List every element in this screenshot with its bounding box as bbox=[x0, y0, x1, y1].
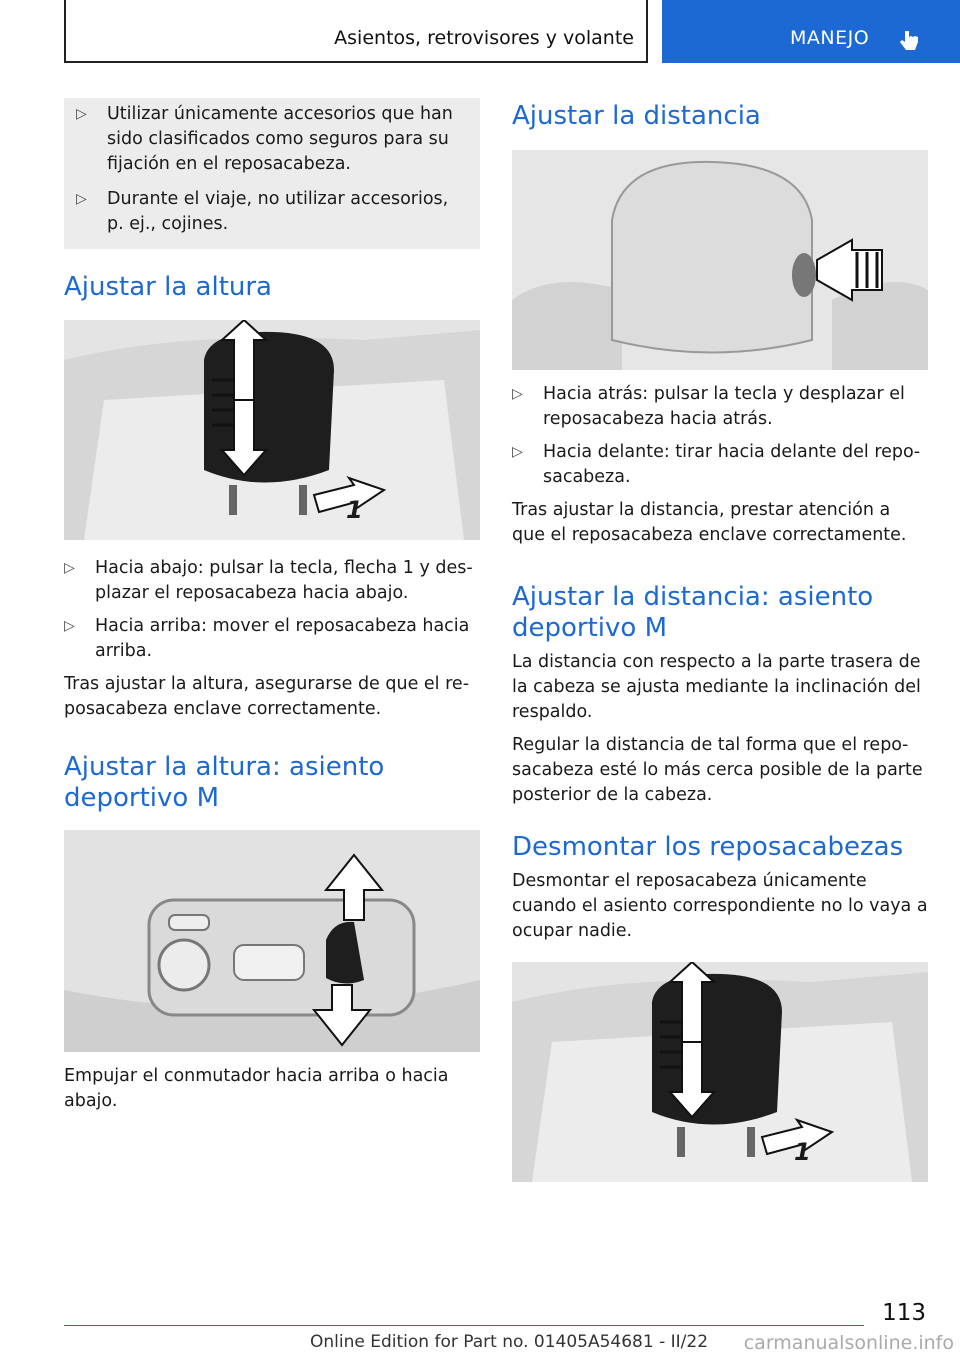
distancia-paragraph: Tras ajustar la distancia, prestar atención a que el reposacabeza enclave correctamente. bbox=[512, 500, 907, 545]
page-number: 113 bbox=[882, 1300, 926, 1326]
distancia-m-paragraph-1: La distancia con respecto a la parte trasera de la cabeza se ajusta mediante la inclinación del respaldo. bbox=[512, 652, 921, 722]
safety-notes bbox=[76, 102, 466, 237]
headrest-distance-illustration bbox=[512, 150, 928, 370]
distancia-m-text bbox=[512, 650, 928, 808]
triangle-bullet-icon: ▷ bbox=[512, 444, 523, 460]
headrest-removal-illustration bbox=[512, 962, 928, 1182]
heading-desmontar: Desmontar los reposacabezas bbox=[512, 832, 904, 862]
list-item: ▷ Hacia atrás: pulsar la tecla y desplazar el reposacabeza hacia atrás. bbox=[512, 384, 905, 429]
list-item: ▷ Utilizar únicamente accesorios que han sido clasificados como seguros para su fijación en el reposacabeza. bbox=[76, 104, 453, 174]
list-item: ▷ Hacia delante: tirar hacia delante del reposacabeza. bbox=[512, 442, 921, 487]
callout-1: 1 bbox=[794, 1138, 811, 1166]
headrest-height-drawing bbox=[64, 320, 480, 540]
desmontar-paragraph: Desmontar el reposacabeza únicamente cuando el asiento correspondiente no lo vaya a ocupar nadie. bbox=[512, 871, 928, 941]
triangle-bullet-icon: ▷ bbox=[76, 106, 87, 122]
triangle-bullet-icon: ▷ bbox=[512, 386, 523, 402]
triangle-bullet-icon: ▷ bbox=[64, 618, 75, 634]
sport-seat-switch-drawing bbox=[64, 830, 480, 1052]
headrest-distance-drawing bbox=[512, 150, 928, 370]
steering-hand-icon bbox=[896, 28, 922, 54]
heading-ajustar-altura: Ajustar la altura bbox=[64, 272, 272, 302]
headrest-removal-drawing bbox=[512, 962, 928, 1182]
callout-1: 1 bbox=[346, 496, 363, 524]
distancia-m-paragraph-2: Regular la distancia de tal forma que el reposacabeza esté lo más cerca posible de la parte posterior de la cabeza. bbox=[512, 735, 923, 805]
heading-distancia-deportivo: Ajustar la distancia: asiento deportivo M bbox=[512, 582, 874, 643]
triangle-bullet-icon: ▷ bbox=[76, 191, 87, 207]
altura-paragraph: Tras ajustar la altura, asegurarse de que el reposacabeza enclave correctamente. bbox=[64, 674, 470, 719]
list-item: ▷ Hacia arriba: mover el reposacabeza hacia arriba. bbox=[64, 616, 470, 661]
list-item: ▷ Durante el viaje, no utilizar accesorios, p. ej., cojines. bbox=[76, 189, 449, 234]
watermark: carmanualsonline.info bbox=[743, 1332, 954, 1354]
triangle-bullet-icon: ▷ bbox=[64, 560, 75, 576]
altura-steps bbox=[64, 556, 480, 722]
edition-info: Online Edition for Part no. 01405A54681 - II/22 bbox=[310, 1332, 709, 1352]
section-title: Asientos, retrovisores y volante bbox=[334, 27, 634, 49]
distancia-steps bbox=[512, 382, 928, 548]
altura-m-paragraph: Empujar el conmutador hacia arriba o hacia abajo. bbox=[64, 1066, 449, 1111]
heading-altura-deportivo: Ajustar la altura: asiento deportivo M bbox=[64, 752, 385, 813]
sport-seat-switch-illustration bbox=[64, 830, 480, 1052]
headrest-height-illustration bbox=[64, 320, 480, 540]
chapter-tab-label: MANEJO bbox=[790, 27, 870, 49]
list-item: ▷ Hacia abajo: pulsar la tecla, flecha 1 y desplazar el reposacabeza hacia abajo. bbox=[64, 558, 473, 603]
heading-ajustar-distancia: Ajustar la distancia bbox=[512, 101, 761, 131]
footer-divider bbox=[64, 1325, 864, 1326]
